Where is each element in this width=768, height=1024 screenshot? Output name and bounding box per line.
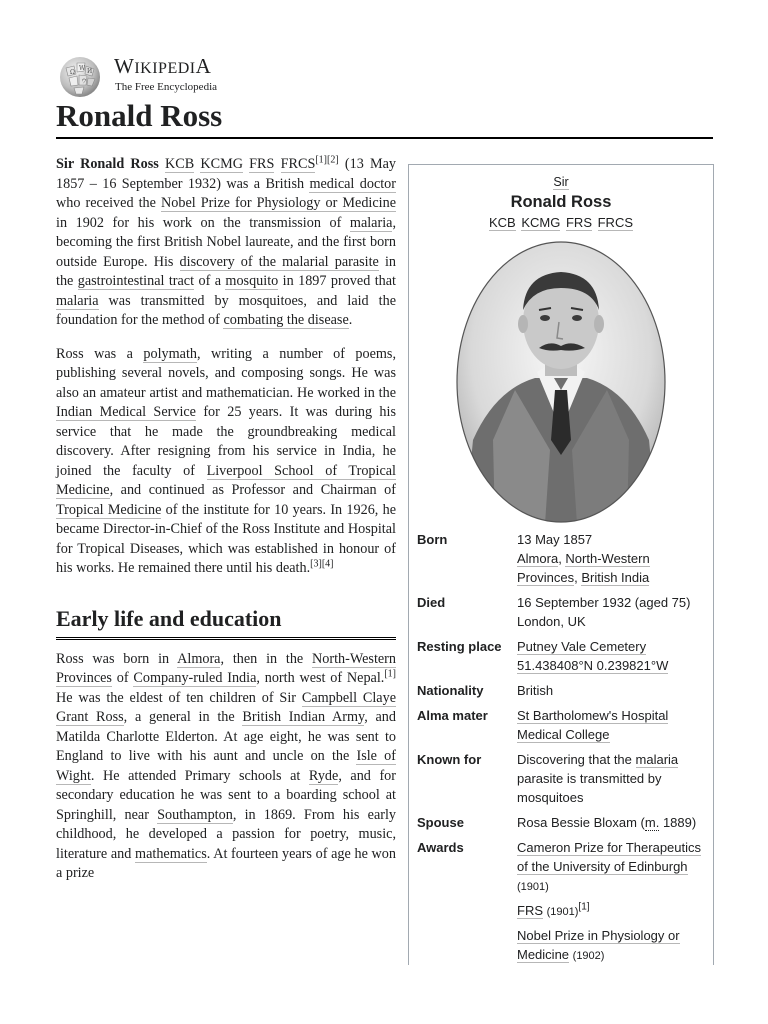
infobox-row-nationality <box>409 679 713 704</box>
married-abbr: m. <box>644 815 660 830</box>
link-sir[interactable]: Sir <box>553 175 569 189</box>
link-kcmg[interactable]: KCMG <box>200 156 243 172</box>
born-place <box>517 549 709 587</box>
award-nobel <box>517 926 709 965</box>
infobox-row-spouse <box>409 811 713 836</box>
svg-text:Ω: Ω <box>70 69 75 76</box>
text: . He attended Primary schools at <box>90 767 309 784</box>
link-putney-vale[interactable]: Putney Vale Cemetery <box>517 639 647 654</box>
text: for 25 years. It was during his service that he made the groundbreaking medical discovery. After resigning from his service in India, he joined the faculty of <box>56 404 396 479</box>
link-st-bartholomews[interactable]: St Bartholomew's Hospital Medical College <box>517 708 669 742</box>
died-value <box>509 591 713 635</box>
ref-4[interactable]: [4] <box>321 558 334 570</box>
wordmark-tagline: The Free Encyclopedia <box>115 81 218 93</box>
link-frs[interactable]: FRS <box>249 156 275 172</box>
spouse-label: Spouse <box>417 815 464 830</box>
text: , <box>574 570 582 585</box>
link-isle-of-wight[interactable]: Isle of Wight <box>56 748 396 784</box>
alma-value <box>509 704 713 748</box>
infobox-link-kcmg[interactable]: KCMG <box>521 215 561 230</box>
ref-1-b[interactable]: [1] <box>384 668 396 680</box>
svg-text:И: И <box>87 68 93 75</box>
ref-3[interactable]: [3] <box>310 558 322 570</box>
text: was transmitted by mosquitoes, and laid the foundation for the method of <box>56 292 396 328</box>
text: , writing a number of poems, publishing several novels, and composing songs. He was also an amateur artist and mathematician. He worked in the <box>56 345 396 401</box>
nationality-label: Nationality <box>417 683 484 698</box>
early-life-paragraph <box>56 650 396 884</box>
resting-value <box>509 635 713 679</box>
link-campbell-ross[interactable]: Campbell Claye Grant Ross <box>56 689 397 725</box>
article-body <box>56 155 396 898</box>
link-discovery-parasite[interactable]: discovery of the malarial parasite <box>179 253 379 270</box>
link-ryde[interactable]: Ryde <box>308 767 339 784</box>
link-liverpool-school[interactable]: Liverpool School of Tropical Medicine <box>56 462 396 498</box>
nationality-value: British <box>517 683 554 698</box>
svg-text:ウ: ウ <box>81 78 88 85</box>
link-southampton[interactable]: Southampton <box>157 806 233 823</box>
link-malaria[interactable]: malaria <box>349 214 393 231</box>
text: He was the eldest of ten children of Sir <box>56 689 302 706</box>
subject-name: Sir Ronald Ross <box>56 156 159 172</box>
svg-text:W: W <box>79 65 86 72</box>
died-label: Died <box>417 595 446 610</box>
text: in the <box>56 253 396 289</box>
infobox-row-resting <box>409 635 713 679</box>
text: of a <box>194 273 226 289</box>
award-cameron <box>517 838 709 897</box>
born-value <box>509 528 713 591</box>
text: Ross was born in <box>56 650 178 667</box>
link-tropical-medicine[interactable]: Tropical Medicine <box>56 501 162 518</box>
link-gastrointestinal-tract[interactable]: gastrointestinal tract <box>77 273 195 289</box>
born-date: 13 May 1857 <box>517 532 593 547</box>
born-label: Born <box>417 532 448 547</box>
link-medical-doctor[interactable]: medical doctor <box>309 175 396 192</box>
text: Discovering that the <box>517 752 636 767</box>
ref-1[interactable]: [1] <box>315 154 328 166</box>
infobox-row-known <box>409 748 713 811</box>
awards-label: Awards <box>417 840 464 855</box>
ref-2[interactable]: [2] <box>327 154 339 166</box>
wikipedia-globe-icon[interactable] <box>56 54 104 98</box>
link-polymath[interactable]: polymath <box>143 345 198 362</box>
award-year: (1901) <box>517 881 549 893</box>
award-ref[interactable]: [1] <box>578 901 590 913</box>
infobox-postnominals <box>409 213 713 232</box>
link-frcs[interactable]: FRCS <box>280 156 316 172</box>
died-date: 16 September 1932 (aged 75) <box>517 595 691 610</box>
alma-label: Alma mater <box>417 708 488 723</box>
link-award-nobel[interactable]: Nobel Prize in Physiology or Medicine <box>517 928 680 962</box>
infobox-link-kcb[interactable]: KCB <box>489 215 516 230</box>
text: . At fourteen years of age he won a prize <box>56 845 396 881</box>
infobox-table <box>409 528 713 965</box>
infobox <box>408 164 714 965</box>
text: Rosa Bessie Bloxam ( <box>517 815 645 830</box>
infobox-honorific <box>409 173 713 192</box>
text: who received the <box>56 195 162 211</box>
infobox-link-frcs[interactable]: FRCS <box>597 215 633 230</box>
link-north-western-provinces[interactable]: North-Western Provinces <box>56 650 397 686</box>
text: , in 1869. From his early childhood, he developed a passion for poetry, music, literature and <box>56 806 396 862</box>
link-malaria-2[interactable]: malaria <box>56 292 99 309</box>
text: of <box>111 670 134 686</box>
spouse-value <box>509 811 713 836</box>
text: , and continued as Professor and Chairman of <box>109 482 396 498</box>
text: , north west of Nepal. <box>256 670 385 686</box>
died-place: London, UK <box>517 614 586 629</box>
link-almora[interactable]: Almora <box>177 650 221 667</box>
text: . <box>348 312 353 328</box>
section-heading-early-life: Early life and education <box>56 605 396 640</box>
text: , <box>558 551 566 566</box>
link-mosquito[interactable]: mosquito <box>225 273 279 289</box>
text: , and Matilda Charlotte Elderton. At age eight, he was sent to England to live with his aunt and uncle on the <box>56 709 396 764</box>
link-born-nwp[interactable]: North-Western Provinces <box>517 551 650 585</box>
infobox-name: Ronald Ross <box>510 193 612 211</box>
text: 1889) <box>659 815 697 830</box>
awards-value <box>509 836 713 965</box>
link-born-british-india[interactable]: British India <box>581 570 650 585</box>
text: of the institute for 10 years. In 1926, he became Director-in-Chief of the Ross Institute and Hospital for Tropical Diseases, which was established in honour of his works. He remained there until his death. <box>56 501 396 576</box>
portrait-image[interactable] <box>455 240 667 524</box>
link-combating-disease[interactable]: combating the disease <box>223 312 349 328</box>
infobox-row-awards <box>409 836 713 965</box>
wordmark-name: WIKIPEDIA <box>114 54 212 78</box>
award-year: (1902) <box>572 950 605 962</box>
link-born-almora[interactable]: Almora <box>517 551 559 566</box>
known-value <box>509 748 713 811</box>
text: Ross was a <box>56 345 144 362</box>
infobox-row-died <box>409 591 713 635</box>
text: , then in the <box>220 650 313 667</box>
link-company-ruled-india[interactable]: Company-ruled India <box>133 670 257 686</box>
link-known-malaria[interactable]: malaria <box>635 752 679 767</box>
page-title: Ronald Ross <box>56 96 713 139</box>
link-british-indian-army[interactable]: British Indian Army <box>242 709 365 725</box>
infobox-row-born <box>409 528 713 591</box>
link-nobel-prize[interactable]: Nobel Prize for Physiology or Medicine <box>161 195 397 211</box>
link-cameron-prize[interactable]: Cameron Prize for Therapeutics of the University of Edinburgh <box>517 840 702 874</box>
text: , and for secondary education he was sent to a boarding school at Springhill, near <box>56 767 397 823</box>
link-mathematics[interactable]: mathematics <box>135 845 207 862</box>
text: in 1897 proved that <box>278 273 396 289</box>
link-kcb[interactable]: KCB <box>165 156 195 172</box>
link-indian-medical-service[interactable]: Indian Medical Service <box>56 404 196 420</box>
text: (13 May 1857 – 16 September 1932) was a British <box>56 156 397 192</box>
wordmark[interactable] <box>114 54 217 93</box>
award-year: (1901) <box>546 906 579 918</box>
infobox-row-alma <box>409 704 713 748</box>
link-award-frs[interactable]: FRS <box>517 903 543 918</box>
link-coordinates[interactable]: 51.438408°N 0.239821°W <box>517 658 669 673</box>
resting-label: Resting place <box>417 639 502 654</box>
text: , becoming the first British Nobel laureate, and the first born outside Europe. His <box>56 214 396 270</box>
text: parasite is transmitted by mosquitoes <box>517 771 662 805</box>
known-label: Known for <box>417 752 482 767</box>
award-frs <box>517 901 709 922</box>
text: in 1902 for his work on the transmission of <box>56 214 350 231</box>
text: , a general in the <box>123 709 243 725</box>
infobox-link-frs[interactable]: FRS <box>565 215 592 230</box>
intro-paragraph-1 <box>56 155 396 331</box>
intro-paragraph-2 <box>56 345 396 579</box>
